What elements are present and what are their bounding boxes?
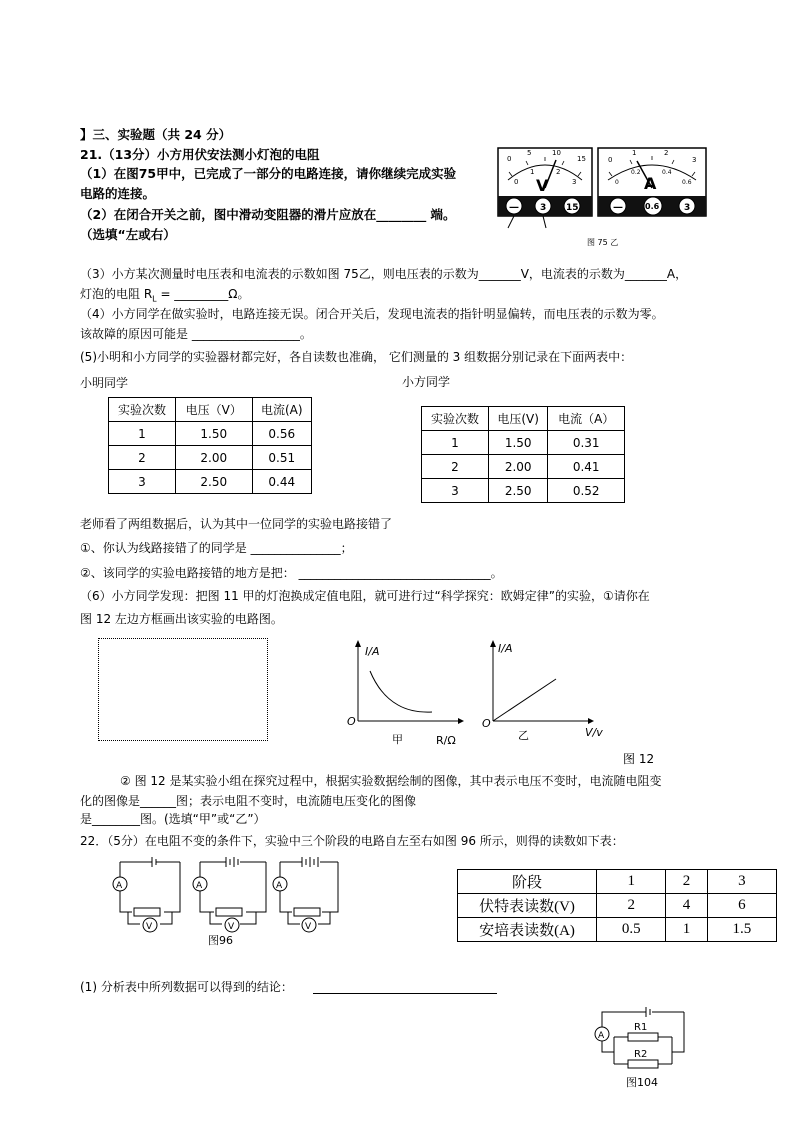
table-row [458,918,777,942]
table-cell: 2.50 [175,470,252,494]
table-cell: 2.50 [488,479,547,503]
table-cell: 6 [707,894,776,918]
table-cell: 3 [109,470,176,494]
table-cell: 伏特表读数(V) [458,894,597,918]
xiaofang-table [421,406,625,503]
graph-jia-ylabel: I/A [365,645,380,658]
q22-part1: (1) 分析表中所列数据可以得到的结论： [80,980,293,994]
volt-top-5: 5 [527,149,532,157]
fig12-caption: 图 12 [623,752,655,766]
ammeter-1-label: A [116,881,123,891]
table-cell: 1.50 [175,422,252,446]
q21-part2-line2: （选填“左或右） [80,227,176,242]
q21-part6-line2: 图 12 左边方框画出该实验的电路图。 [80,612,283,626]
volt-top-10: 10 [552,149,561,157]
q21-part1-line1: （1）在图75甲中，已完成了一部分的电路连接，请你继续完成实验 [80,166,457,181]
q21-title: 21.（13分）小方用伏安法测小灯泡的电阻 [80,147,320,162]
table-row [458,894,777,918]
q21-q5-item1: ①、你认为线路接错了的同学是 _______________； [80,541,353,555]
table-header: 电压（V） [175,398,252,422]
table-cell: 安培表读数(A) [458,918,597,942]
meters-figure [494,144,714,254]
xiaoming-label: 小明同学 [80,376,129,390]
volt-bottom-1: 1 [530,168,535,176]
fig104-circuit [588,1002,698,1092]
table-cell: 1.50 [488,431,547,455]
table-cell: 1 [422,431,489,455]
q21-part3-line2 [80,286,249,307]
volt-terminal-neg: — [509,202,519,213]
table-cell: 0.56 [252,422,311,446]
volt-terminal-15: 15 [566,203,579,213]
amp-terminal-3: 3 [684,203,691,213]
table-header: 电流（A） [548,407,625,431]
volt-bottom-2: 2 [556,168,561,176]
table-cell: 0.44 [252,470,311,494]
table-row [109,470,312,494]
graph-yi [478,635,618,745]
table-cell: 0.52 [548,479,625,503]
graph-yi-name: 乙 [518,729,529,742]
amp-bottom-0: 0 [615,179,619,186]
graph-yi-origin: O [482,717,491,730]
table-header: 实验次数 [422,407,489,431]
table-row [422,479,625,503]
q21-part6-line1: （6）小方同学发现：把图 11 甲的灯泡换成定值电阻，就可进行过“科学探究：欧姆定律”的实验，①请你在 [80,589,650,603]
table-cell: 2 [109,446,176,470]
xiaofang-label: 小方同学 [402,375,451,389]
q21-part3-prefix: 灯泡的电阻 R [80,287,153,301]
ammeter-dial [598,148,706,216]
fig75-caption: 图 75 乙 [587,238,619,247]
circuit-stage-1 [120,857,180,924]
table-cell: 2.00 [488,455,547,479]
amp-bottom-04: 0.4 [662,169,672,176]
circuit-stage-3 [280,857,338,924]
table-cell: 0.51 [252,446,311,470]
amp-letter: A [644,174,657,193]
teacher-comment: 老师看了两组数据后，认为其中一位同学的实验电路接错了 [80,517,393,531]
q21-part4-line1: （4）小方同学在做实验时，电路连接无误。闭合开关后，发现电流表的指针明显偏转，而电压表的示数为零。 [80,307,664,321]
inverse-curve [370,671,432,712]
table-cell: 1 [597,870,666,894]
fig96-caption: 图96 [208,934,233,947]
q21-part4-line2: 该故障的原因可能是 __________________。 [80,327,312,341]
linear-line [493,679,556,721]
volt-bottom-3: 3 [572,178,577,186]
graph-jia-origin: O [347,715,356,728]
fig104-caption: 图104 [626,1076,658,1089]
q21-part1-line2: 电路的连接。 [80,186,156,201]
amp-terminal-neg: — [613,202,623,213]
table-cell: 2 [666,870,707,894]
circuit-stage-2 [200,857,266,924]
table-cell: 0.41 [548,455,625,479]
table-cell: 2 [422,455,489,479]
amp-terminal-06: 0.6 [645,202,660,211]
table-cell: 3 [422,479,489,503]
q21-q5-item2: ②、该同学的实验电路接错的地方是把： ________________________________。 [80,566,503,580]
table-cell: 0.5 [597,918,666,942]
volt-top-15: 15 [577,155,586,163]
section-title: 】三、实验题（共 24 分） [80,127,232,142]
table-row [109,422,312,446]
amp-top-0: 0 [608,156,613,164]
voltmeter-dial [498,148,592,228]
circuit-drawing-box[interactable] [98,638,268,741]
amp-bottom-02: 0.2 [631,169,641,176]
amp-top-1: 1 [632,149,637,157]
voltmeter-1-label: V [146,922,153,932]
table-cell: 1 [666,918,707,942]
table-cell: 2 [597,894,666,918]
table-cell: 4 [666,894,707,918]
fig96-circuits [106,852,346,948]
graph-jia [340,635,470,750]
graph-yi-ylabel: I/A [498,642,513,655]
volt-letter: V [536,176,549,195]
xiaoming-table [108,397,312,494]
amp-top-2: 2 [664,149,669,157]
q21-part5-intro: (5)小明和小方同学的实验器材都完好，各自读数也准确， 它们测量的 3 组数据分别记录在下面两表中： [80,350,633,364]
ammeter-3-label: A [276,881,283,891]
table-cell: 1 [109,422,176,446]
voltmeter-3-label: V [305,922,312,932]
graph-jia-xlabel: R/Ω [436,734,456,747]
q22-answer-line[interactable] [313,993,497,994]
table-header: 电流(A) [252,398,311,422]
fig104-ammeter-label: A [598,1031,605,1041]
q21-part2-line1: （2）在闭合开关之前，图中滑动变阻器的滑片应放在________ 端。 [80,207,456,222]
q21-part7-line3: 是________图。(选填“甲”或“乙”） [80,812,266,826]
q22-title: 22．（5分）在电阻不变的条件下，实验中三个阶段的电路自左至右如图 96 所示，则得的读数如下表： [80,834,624,848]
table-row [458,870,777,894]
table-header-row [109,398,312,422]
volt-top-0: 0 [507,155,512,163]
fig104-r1-label: R1 [634,1022,648,1033]
table-header: 电压(V) [488,407,547,431]
q21-part7-line1: ② 图 12 是某实验小组在探究过程中，根据实验数据绘制的图像，其中表示电压不变时，电流随电阻变 [120,774,662,788]
stage-table [457,869,777,942]
table-row [422,455,625,479]
amp-top-3: 3 [692,156,697,164]
q21-part3-rest: = _________Ω。 [156,287,250,301]
table-row [109,446,312,470]
table-header: 实验次数 [109,398,176,422]
table-row [422,431,625,455]
table-cell: 2.00 [175,446,252,470]
table-cell: 1.5 [707,918,776,942]
table-cell: 0.31 [548,431,625,455]
q21-part7-line2: 化的图像是______图；表示电阻不变时，电流随电压变化的图像 [80,794,417,808]
ammeter-2-label: A [196,881,203,891]
graph-yi-xlabel: V/v [585,726,603,739]
table-cell: 阶段 [458,870,597,894]
table-cell: 3 [707,870,776,894]
table-header-row [422,407,625,431]
volt-bottom-0: 0 [514,178,519,186]
voltmeter-2-label: V [228,922,235,932]
fig104-r2-label: R2 [634,1049,648,1060]
volt-terminal-3: 3 [540,203,547,213]
q21-part3-sub: L [152,294,157,304]
amp-bottom-06: 0.6 [682,179,692,186]
q21-part3-line1: （3）小方某次测量时电压表和电流表的示数如图 75乙，则电压表的示数为_______V，电流表的示数为_______A， [80,267,688,281]
graph-jia-name: 甲 [392,733,403,746]
